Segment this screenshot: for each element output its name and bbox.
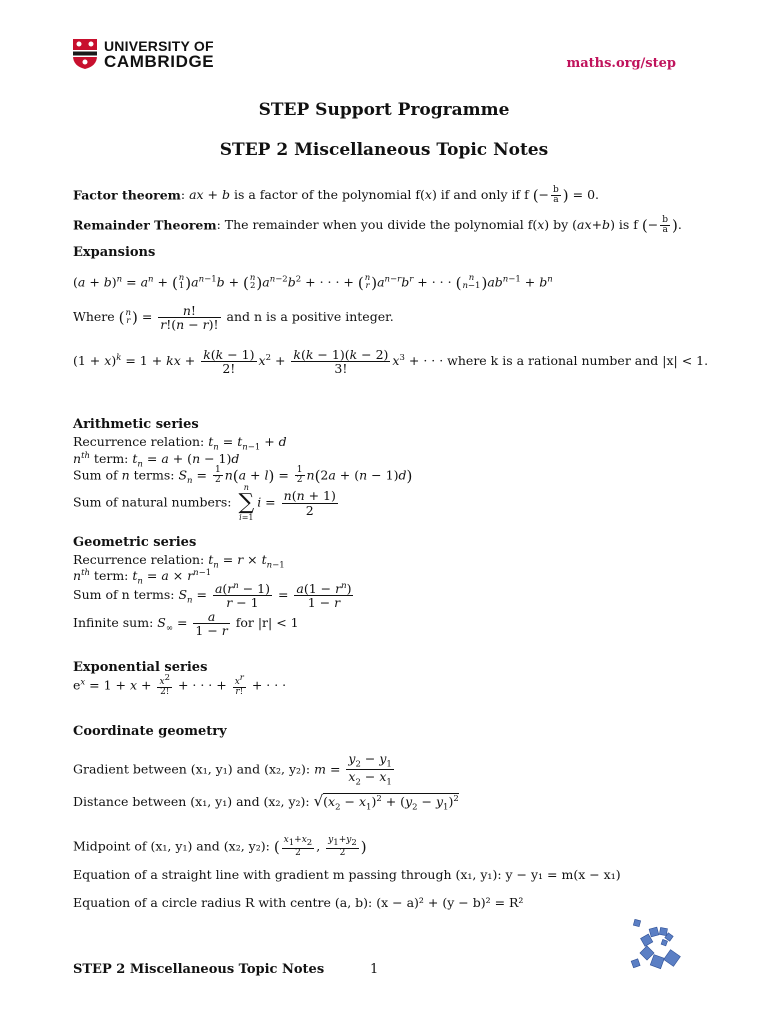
coordinate-heading: Coordinate geometry — [73, 724, 227, 739]
arithmetic-nth-term: $n^{th}$ term: $t_n = a + (n - 1)d$ — [73, 451, 240, 470]
natural-number-sum: Sum of natural numbers: n ∑ i=1 i = $\frac{n(n + 1)}{2}$ — [73, 483, 336, 522]
page-number: 1 — [370, 962, 379, 977]
footer-title: STEP 2 Miscellaneous Topic Notes — [73, 962, 325, 977]
expansions-heading: Expansions — [73, 245, 156, 260]
factor-label: Factor theorem — [73, 187, 181, 203]
geometric-heading: Geometric series — [73, 535, 197, 550]
series-condition: where k is a rational number and |x| < 1. — [447, 353, 709, 369]
geometric-infinite-sum: Infinite sum: $S_\infty$ = $\frac{a}{1 - r}$ for |r| < 1 — [73, 609, 299, 639]
general-binomial-series: $(1 + x)^k = 1$ + kx + $\frac{k(k - 1)}{2!}$ $x^2$ + $\frac{k(k - 1)(k - 2)}{3!}$ $x^3$ + · · · where k is a rational number and |x| < 1. — [73, 347, 709, 377]
crest-icon — [72, 38, 98, 70]
logo-line2: CAMBRIDGE — [104, 51, 215, 71]
exponential-heading: Exponential series — [73, 660, 208, 675]
cambridge-logo — [72, 38, 214, 70]
arithmetic-sum: Sum of n terms: $S_n$ = $\frac{1}{2}$ n(a + l) = $\frac{1}{2}$ n(2a + (n − 1)d) — [73, 465, 413, 486]
programme-title: STEP Support Programme — [258, 100, 510, 120]
arithmetic-heading: Arithmetic series — [73, 417, 199, 432]
straight-line-equation: Equation of a straight line with gradient m passing through (x₁, y₁): y − y₁ = m(x − x₁) — [73, 867, 621, 882]
where-text: and n is a positive integer. — [226, 309, 394, 325]
geometric-nth-term: $n^{th}$ term: $t_n = a \times r^{n-1}$ — [73, 568, 212, 587]
logo-line1: UNIVERSITY OF — [104, 37, 214, 54]
binomial-expansion: $(a + b)^n = a^n$ + ( n 1 )$a^{n-1}b$ + ( n 2 )$a^{n-2}b^2$ + · · · + ( n r )$a^{n-r}b^r$ + · · · ( n n−1 )$ab^{n-1} + b^n$ — [73, 273, 553, 292]
binomial-coefficient-definition: Where ( n r ) = $\frac{n!}{r!(n - r)!}$ and n is a positive integer. — [73, 303, 394, 333]
midpoint-formula: Midpoint of (x₁, y₁) and (x₂, y₂): ( $\frac{x_1+x_2}{2}$ , $\frac{y_1+y_2}{2}$ ) — [73, 835, 367, 858]
distance-formula: Distance between (x₁, y₁) and (x₂, y₂): $√(x_2 - x_1)^2 + (y_2 - y_1)^2$ — [73, 792, 459, 813]
step-spiral-icon — [628, 914, 688, 974]
gradient-formula: Gradient between (x₁, y₁) and (x₂, y₂): m = $\frac{y_2 - y_1}{x_2 - x_1}$ — [73, 751, 392, 788]
exponential-series: $e^x = 1 + x$ + $\frac{x^2}{2!}$ + · · · + $\frac{x^r}{r!}$ + · · · — [73, 673, 287, 698]
geometric-recurrence: Recurrence relation: $t_n = r \times t_{n-1}$ — [73, 552, 285, 571]
notes-title: STEP 2 Miscellaneous Topic Notes — [219, 140, 549, 160]
circle-equation: Equation of a circle radius R with centre (a, b): (x − a)² + (y − b)² = R² — [73, 895, 524, 910]
remainder-theorem: Remainder Theorem: The remainder when you divide the polynomial f(x) by (ax+b) is f (− $\frac{b}{a}$ ). — [73, 215, 682, 236]
arithmetic-recurrence: Recurrence relation: $t_n = t_{n-1} + d$ — [73, 434, 287, 453]
remainder-label: Remainder Theorem — [73, 217, 217, 233]
factor-theorem: Factor theorem: ax + b is a factor of the polynomial f(x) if and only if f (− $\frac{b}{a}$ ) = 0. — [73, 185, 600, 206]
geometric-sum: Sum of n terms: $S_n$ = $\frac{a(r^n - 1)}{r - 1}$ = $\frac{a(1 - r^n)}{1 - r}$ — [73, 581, 352, 611]
website-link[interactable]: maths.org/step — [566, 56, 676, 71]
